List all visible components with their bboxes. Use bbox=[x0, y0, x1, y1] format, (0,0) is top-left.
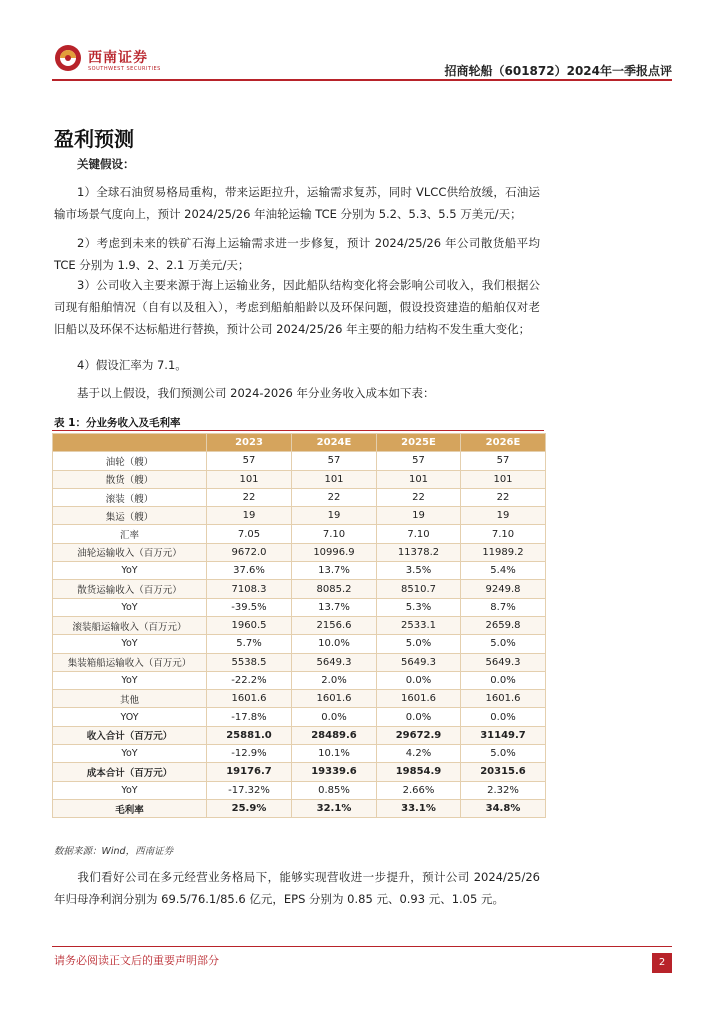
table-caption: 表 1：分业务收入及毛利率 bbox=[54, 417, 181, 429]
table-cell: 5538.5 bbox=[207, 653, 292, 671]
table-row bbox=[53, 690, 546, 708]
table-cell: 29672.9 bbox=[377, 726, 461, 744]
table-cell: 1960.5 bbox=[207, 616, 292, 634]
table-cell: 9249.8 bbox=[461, 580, 546, 598]
table-cell: 3.5% bbox=[377, 562, 461, 580]
table-divider bbox=[52, 430, 544, 431]
table-cell: 0.85% bbox=[292, 781, 377, 799]
row-label: 成本合计（百万元） bbox=[53, 763, 207, 781]
table-row bbox=[53, 580, 546, 598]
table-row bbox=[53, 543, 546, 561]
table-cell: 19 bbox=[292, 507, 377, 525]
row-label: YoY bbox=[53, 781, 207, 799]
row-label: YoY bbox=[53, 745, 207, 763]
row-label: 其他 bbox=[53, 690, 207, 708]
table-cell: 5.0% bbox=[377, 635, 461, 653]
table-row bbox=[53, 653, 546, 671]
table-header-row bbox=[53, 434, 546, 452]
table-cell: 19176.7 bbox=[207, 763, 292, 781]
row-label: 滚装船运输收入（百万元） bbox=[53, 616, 207, 634]
table-row bbox=[53, 598, 546, 616]
table-cell: 25.9% bbox=[207, 799, 292, 817]
intro-sentence: 基于以上假设，我们预测公司 2024-2026 年分业务收入成本如下表： bbox=[77, 386, 435, 400]
table-cell: 20315.6 bbox=[461, 763, 546, 781]
table-cell: 8085.2 bbox=[292, 580, 377, 598]
table-cell: 34.8% bbox=[461, 799, 546, 817]
table-cell: 7.10 bbox=[377, 525, 461, 543]
table-row bbox=[53, 726, 546, 744]
table-row bbox=[53, 470, 546, 488]
footer-divider bbox=[52, 946, 672, 947]
row-label: 毛利率 bbox=[53, 799, 207, 817]
table-cell: 0.0% bbox=[461, 671, 546, 689]
table-cell: 22 bbox=[292, 488, 377, 506]
table-cell: 1601.6 bbox=[207, 690, 292, 708]
table-cell: 25881.0 bbox=[207, 726, 292, 744]
table-cell: 37.6% bbox=[207, 562, 292, 580]
table-cell: -17.32% bbox=[207, 781, 292, 799]
table-cell: 5.0% bbox=[461, 635, 546, 653]
row-label: 油轮（艘） bbox=[53, 452, 207, 470]
row-label: YOY bbox=[53, 708, 207, 726]
table-cell: 7.10 bbox=[292, 525, 377, 543]
table-cell: 1601.6 bbox=[377, 690, 461, 708]
assumption-2: 2）考虑到未来的铁矿石海上运输需求进一步修复，预计 2024/25/26 年公司散货船平均 TCE 分别为 1.9、2、2.1 万美元/天； bbox=[54, 236, 540, 272]
page-header bbox=[0, 0, 724, 82]
row-label: 汇率 bbox=[53, 525, 207, 543]
table-body bbox=[53, 452, 546, 818]
table-cell: 11378.2 bbox=[377, 543, 461, 561]
table-cell: 19339.6 bbox=[292, 763, 377, 781]
table-row bbox=[53, 745, 546, 763]
table-cell: 4.2% bbox=[377, 745, 461, 763]
row-label: YoY bbox=[53, 671, 207, 689]
table-cell: 10996.9 bbox=[292, 543, 377, 561]
table-cell: 19854.9 bbox=[377, 763, 461, 781]
table-cell: 13.7% bbox=[292, 598, 377, 616]
header-divider bbox=[52, 79, 672, 81]
footer-notice: 请务必阅读正文后的重要声明部分 bbox=[54, 954, 219, 967]
assumption-4: 4）假设汇率为 7.1。 bbox=[77, 358, 187, 372]
table-cell: 10.1% bbox=[292, 745, 377, 763]
table-cell: 5.3% bbox=[377, 598, 461, 616]
table-cell: 101 bbox=[377, 470, 461, 488]
table-cell: 5.4% bbox=[461, 562, 546, 580]
conclusion-paragraph: 我们看好公司在多元经营业务格局下，能够实现营收进一步提升，预计公司 2024/25/26 年归母净利润分别为 69.5/76.1/85.6 亿元，EPS 分别为 0.85 元、0.93 元、1.05 元。 bbox=[54, 870, 540, 906]
table-cell: 7.10 bbox=[461, 525, 546, 543]
table-cell: 2156.6 bbox=[292, 616, 377, 634]
table-cell: 2659.8 bbox=[461, 616, 546, 634]
row-label: 散货（艘） bbox=[53, 470, 207, 488]
table-cell: 9672.0 bbox=[207, 543, 292, 561]
data-source: 数据来源：Wind，西南证券 bbox=[54, 846, 174, 857]
row-label: 滚装（艘） bbox=[53, 488, 207, 506]
table-cell: 13.7% bbox=[292, 562, 377, 580]
table-cell: 1601.6 bbox=[461, 690, 546, 708]
table-cell: 5649.3 bbox=[292, 653, 377, 671]
table-cell: -39.5% bbox=[207, 598, 292, 616]
table-cell: 57 bbox=[377, 452, 461, 470]
row-label: 集运（艘） bbox=[53, 507, 207, 525]
table-cell: 1601.6 bbox=[292, 690, 377, 708]
table-cell: 101 bbox=[207, 470, 292, 488]
table-row bbox=[53, 781, 546, 799]
logo-subtitle: SOUTHWEST SECURITIES bbox=[88, 66, 161, 72]
assumption-1: 1）全球石油贸易格局重构，带来运距拉升，运输需求复苏，同时 VLCC供给放缓，石油运输市场景气度向上，预计 2024/25/26 年油轮运输 TCE 分别为 5.2、5.3、5.5 万美元/天； bbox=[54, 185, 540, 221]
row-label: 集装箱船运输收入（百万元） bbox=[53, 653, 207, 671]
table-cell: 0.0% bbox=[461, 708, 546, 726]
table-cell: 33.1% bbox=[377, 799, 461, 817]
table-cell: 57 bbox=[207, 452, 292, 470]
row-label: 收入合计（百万元） bbox=[53, 726, 207, 744]
column-header: 2023 bbox=[207, 434, 292, 452]
table-cell: 0.0% bbox=[377, 671, 461, 689]
table-cell: 57 bbox=[292, 452, 377, 470]
table-cell: 10.0% bbox=[292, 635, 377, 653]
table-cell: 8.7% bbox=[461, 598, 546, 616]
revenue-table bbox=[52, 433, 546, 818]
table-cell: 31149.7 bbox=[461, 726, 546, 744]
row-label: 散货运输收入（百万元） bbox=[53, 580, 207, 598]
table-cell: 7108.3 bbox=[207, 580, 292, 598]
table-cell: 0.0% bbox=[292, 708, 377, 726]
table-cell: 0.0% bbox=[377, 708, 461, 726]
table-cell: 8510.7 bbox=[377, 580, 461, 598]
logo-text: 西南证券 bbox=[88, 50, 148, 66]
table-row bbox=[53, 525, 546, 543]
table-cell: 2.32% bbox=[461, 781, 546, 799]
row-label: YoY bbox=[53, 635, 207, 653]
table-row bbox=[53, 635, 546, 653]
page-number: 2 bbox=[652, 953, 672, 973]
table-cell: -17.8% bbox=[207, 708, 292, 726]
table-cell: 5649.3 bbox=[461, 653, 546, 671]
row-label: 油轮运输收入（百万元） bbox=[53, 543, 207, 561]
key-assumptions-label: 关键假设： bbox=[77, 157, 135, 171]
table-cell: 19 bbox=[207, 507, 292, 525]
table-cell: 11989.2 bbox=[461, 543, 546, 561]
table-cell: 5.0% bbox=[461, 745, 546, 763]
table-cell: -12.9% bbox=[207, 745, 292, 763]
table-cell: 7.05 bbox=[207, 525, 292, 543]
table-cell: 101 bbox=[461, 470, 546, 488]
row-label: YoY bbox=[53, 598, 207, 616]
table-row bbox=[53, 799, 546, 817]
table-cell: 57 bbox=[461, 452, 546, 470]
column-header bbox=[53, 434, 207, 452]
section-title: 盈利预测 bbox=[54, 127, 134, 151]
table-cell: 22 bbox=[461, 488, 546, 506]
table-cell: 22 bbox=[207, 488, 292, 506]
table-row bbox=[53, 452, 546, 470]
column-header: 2025E bbox=[377, 434, 461, 452]
logo-icon bbox=[54, 44, 82, 72]
row-label: YoY bbox=[53, 562, 207, 580]
table-cell: 22 bbox=[377, 488, 461, 506]
table-cell: 101 bbox=[292, 470, 377, 488]
table-row bbox=[53, 507, 546, 525]
table-cell: 2533.1 bbox=[377, 616, 461, 634]
table-cell: 32.1% bbox=[292, 799, 377, 817]
table-cell: 28489.6 bbox=[292, 726, 377, 744]
report-title: 招商轮船（601872）2024年一季报点评 bbox=[444, 64, 672, 78]
table-cell: 2.66% bbox=[377, 781, 461, 799]
table-row bbox=[53, 616, 546, 634]
table-cell: 19 bbox=[377, 507, 461, 525]
table-row bbox=[53, 708, 546, 726]
table-cell: 2.0% bbox=[292, 671, 377, 689]
table-row bbox=[53, 763, 546, 781]
assumption-3: 3）公司收入主要来源于海上运输业务，因此船队结构变化将会影响公司收入，我们根据公司现有船舶情况（自有以及租入），考虑到船舶船龄以及环保问题，假设投资建造的船舶仅对老旧船以及环保不达标船进行替换，预计公司 2024/25/26 年主要的船力结构不发生重大变化； bbox=[54, 278, 540, 336]
column-header: 2026E bbox=[461, 434, 546, 452]
table-row bbox=[53, 488, 546, 506]
table-row bbox=[53, 562, 546, 580]
table-cell: -22.2% bbox=[207, 671, 292, 689]
column-header: 2024E bbox=[292, 434, 377, 452]
table-cell: 19 bbox=[461, 507, 546, 525]
table-cell: 5.7% bbox=[207, 635, 292, 653]
table-row bbox=[53, 671, 546, 689]
table-cell: 5649.3 bbox=[377, 653, 461, 671]
